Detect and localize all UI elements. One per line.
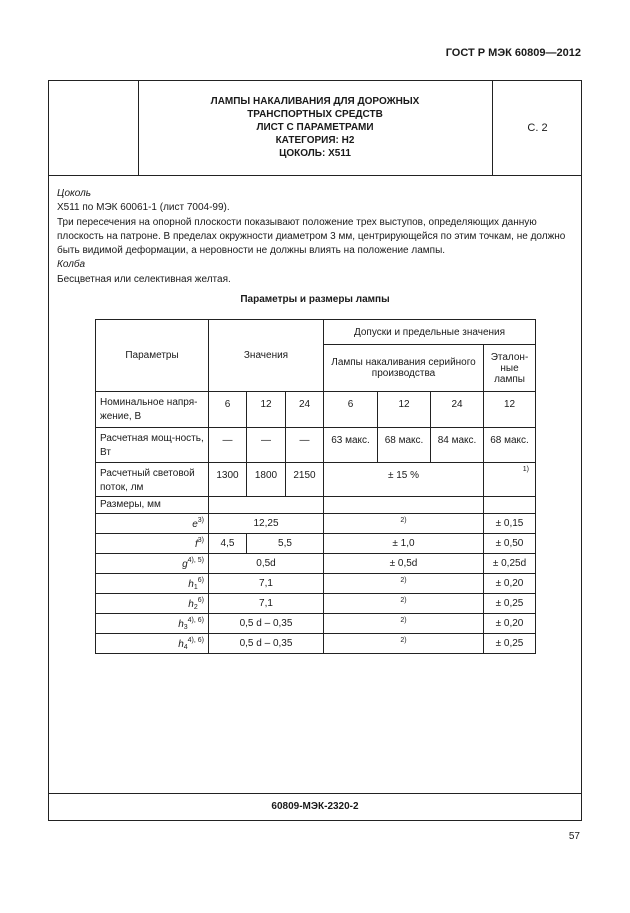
table-cell: 6 <box>209 392 247 428</box>
base-heading: Цоколь <box>57 188 92 199</box>
bulb-description: Бесцветная или селективная желтая. <box>57 273 231 285</box>
dimension-symbol: $g^{4), 5)}$ <box>96 554 209 574</box>
power-label: Расчетная мощ-ность, Вт <box>96 428 209 463</box>
standard-number: ГОСТ Р МЭК 60809—2012 <box>445 47 581 59</box>
dimension-row-h2 <box>96 594 536 614</box>
header-parameters: Параметры <box>96 320 209 392</box>
table-cell: 12 <box>378 392 431 428</box>
table-cell: — <box>247 428 286 463</box>
table-cell: 2150 <box>286 463 324 497</box>
dimension-row-h4 <box>96 634 536 654</box>
flux-label: Расчетный световой поток, лм <box>96 463 209 497</box>
dimension-serial-note: 2) <box>324 634 484 654</box>
table-cell: 1300 <box>209 463 247 497</box>
dimension-row-h1 <box>96 574 536 594</box>
empty-cell <box>484 497 536 514</box>
header-values: Значения <box>209 320 324 392</box>
dimension-serial-note: 2) <box>324 594 484 614</box>
header-blank-cell <box>49 81 139 175</box>
dimension-serial-note: 2) <box>324 574 484 594</box>
table-cell: 68 макс. <box>378 428 431 463</box>
table-cell: 24 <box>431 392 484 428</box>
dimension-reference-tolerance: ± 0,25 <box>484 634 536 654</box>
dimension-reference-tolerance: ± 0,25 <box>484 594 536 614</box>
footer-divider <box>49 793 581 794</box>
dimensions-label: Размеры, мм <box>96 497 209 514</box>
title-line: КАТЕГОРИЯ: H2 <box>275 135 355 146</box>
empty-cell <box>324 497 484 514</box>
dimension-value: 0,5d <box>209 554 324 574</box>
dimension-serial-note: 2) <box>324 614 484 634</box>
dimension-value: 5,5 <box>247 534 324 554</box>
dimension-row-f <box>96 534 536 554</box>
flux-tolerance: ± 15 % <box>324 463 484 497</box>
table-cell: 6 <box>324 392 378 428</box>
sheet-code: 60809-МЭК-2320-2 <box>271 801 359 812</box>
header-serial-lamps: Лампы накаливания серийного производства <box>324 345 484 392</box>
title-line: ЦОКОЛЬ: X511 <box>279 148 351 159</box>
dimension-reference-tolerance: ± 0,20 <box>484 574 536 594</box>
sheet-title <box>138 95 492 160</box>
empty-cell <box>209 497 324 514</box>
dimension-symbol: $h_4^{4), 6)}$ <box>96 634 209 654</box>
base-description: Три пересечения на опорной плоскости показывают положение трех выступов, определяющих данную плоскость на патроне. В пределах окружности диаметром 3 мм, центрирующейся по этим точкам, не должно быть видимой деформации, а неровности не должны влиять на положение лампы. <box>57 216 566 257</box>
table-caption: Параметры и размеры лампы <box>240 294 390 305</box>
dimension-symbol: $h_3^{4), 6)}$ <box>96 614 209 634</box>
dimension-value: 0,5 d – 0,35 <box>209 614 324 634</box>
table-cell: 68 макс. <box>484 428 536 463</box>
dimension-serial-tolerance: ± 0,5d <box>324 554 484 574</box>
dimension-symbol: $e^{3)}$ <box>96 514 209 534</box>
table-cell: — <box>286 428 324 463</box>
dimension-row-e <box>96 514 536 534</box>
power-row <box>96 428 536 463</box>
dimension-value: 7,1 <box>209 594 324 614</box>
table-cell: 1800 <box>247 463 286 497</box>
dimension-serial-tolerance: ± 1,0 <box>324 534 484 554</box>
title-line: ЛИСТ С ПАРАМЕТРАМИ <box>256 122 374 133</box>
bulb-heading: Колба <box>57 259 86 271</box>
table-cell: 12 <box>484 392 536 428</box>
header-tolerances: Допуски и предельные значения <box>324 320 536 345</box>
base-reference: X511 по МЭК 60061-1 (лист 7004-99). <box>57 202 230 214</box>
sheet-number: С. 2 <box>492 81 582 175</box>
dimension-row-g <box>96 554 536 574</box>
table-cell: — <box>209 428 247 463</box>
dimension-value: 12,25 <box>209 514 324 534</box>
title-line: ЛАМПЫ НАКАЛИВАНИЯ ДЛЯ ДОРОЖНЫХ <box>210 96 420 107</box>
dimension-symbol: $f^{3)}$ <box>96 534 209 554</box>
sheet-frame <box>48 80 582 821</box>
table-cell: 12 <box>247 392 286 428</box>
dimension-value: 7,1 <box>209 574 324 594</box>
voltage-label: Номинальное напря-жение, В <box>96 392 209 428</box>
dimension-symbol: $h_1^{6)}$ <box>96 574 209 594</box>
dimension-reference-tolerance: ± 0,20 <box>484 614 536 634</box>
page-number: 57 <box>568 831 580 842</box>
parameters-table <box>95 319 536 654</box>
voltage-row <box>96 392 536 428</box>
dimension-reference-tolerance: ± 0,25d <box>484 554 536 574</box>
title-line: ТРАНСПОРТНЫХ СРЕДСТВ <box>247 109 383 120</box>
table-cell: 84 макс. <box>431 428 484 463</box>
dimension-value: 0,5 d – 0,35 <box>209 634 324 654</box>
sheet-header <box>49 81 581 176</box>
dimension-reference-tolerance: ± 0,15 <box>484 514 536 534</box>
dimension-row-h3 <box>96 614 536 634</box>
table-cell: 63 макс. <box>324 428 378 463</box>
flux-reference-footnote: 1) <box>484 463 536 497</box>
table-header-row <box>96 320 536 345</box>
dimensions-row <box>96 497 536 514</box>
dimension-reference-tolerance: ± 0,50 <box>484 534 536 554</box>
header-reference-lamps: Эталон-ные лампы <box>484 345 536 392</box>
dimension-value: 4,5 <box>209 534 247 554</box>
dimension-symbol: $h_2^{6)}$ <box>96 594 209 614</box>
intro-text <box>57 187 573 287</box>
dimension-serial-note: 2) <box>324 514 484 534</box>
flux-row <box>96 463 536 497</box>
table-cell: 24 <box>286 392 324 428</box>
